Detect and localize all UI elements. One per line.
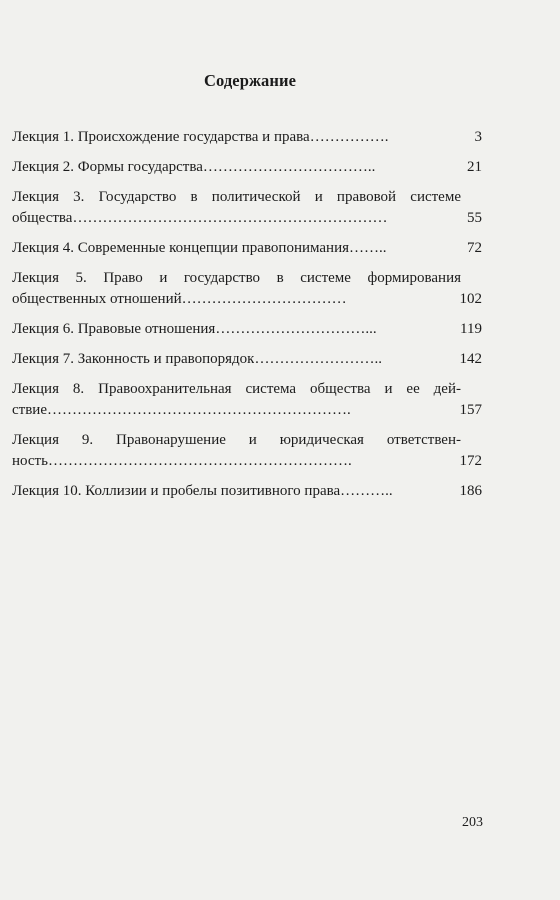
toc-entry-title: общественных отношений [12,291,182,307]
toc-entry-title: Лекция 1. Происхождение государства и права [12,129,310,145]
toc-leader-dots: …………………………… [181,291,347,307]
toc-entry-row [12,289,482,310]
toc-entry-title: Лекция 10. Коллизии и пробелы позитивного права [12,483,341,499]
toc-entry-1 [12,127,482,148]
toc-page-number: 119 [460,321,482,337]
toc-entry-title: Лекция 6. Правовые отношения [12,321,216,337]
toc-page-number: 21 [467,159,482,175]
toc-entry-2 [12,157,482,178]
toc-entry-6 [12,319,482,340]
toc-entry-4 [12,238,482,259]
toc-page-number: 186 [459,483,482,499]
toc-page-number: 55 [467,210,482,226]
toc-entry-3 [12,187,482,229]
toc-leader-dots: ……….. [340,483,393,499]
toc-leader-dots: ……………………………………………………. [47,453,352,469]
table-of-contents [12,127,482,511]
toc-entry-row [12,400,482,421]
toc-entry-title: Лекция 2. Формы государства [12,159,203,175]
toc-page-number: 157 [459,402,482,418]
toc-entry-title: Лекция 7. Законность и правопорядок [12,351,255,367]
toc-page-number: 172 [459,453,482,469]
toc-entry-title: ствие [12,402,47,418]
toc-entry-row [12,238,482,259]
toc-entry-row [12,451,482,472]
toc-entry-9 [12,430,482,472]
toc-entry-title: ность [12,453,48,469]
toc-leader-dots: ……………. [309,129,389,145]
toc-entry-7 [12,349,482,370]
toc-entry-row [12,157,482,178]
toc-entry-10 [12,481,482,502]
toc-entry-row [12,481,482,502]
toc-page-number: 3 [474,129,482,145]
toc-leader-dots: ……………………………………………………… [72,210,388,226]
toc-leader-dots: …….. [349,240,387,256]
toc-entry-title-line: Лекция 3. Государство в политической и правовой системе [12,189,461,205]
toc-entry-row [12,349,482,370]
toc-page-number: 102 [459,291,482,307]
toc-entry-title: общества [12,210,73,226]
toc-entry-8 [12,379,482,421]
toc-page-number: 142 [459,351,482,367]
toc-leader-dots: …………………….. [254,351,382,367]
toc-leader-dots: ……………………………………………………. [46,402,351,418]
toc-leader-dots: …………………………….. [202,159,376,175]
toc-entry-row [12,319,482,340]
toc-title: Содержание [203,71,297,90]
toc-entry-5 [12,268,482,310]
toc-entry-title-line: Лекция 5. Право и государство в системе формирования [12,270,461,286]
page-number: 203 [462,815,483,830]
toc-page-number: 72 [467,240,482,256]
toc-entry-title: Лекция 4. Современные концепции правопонимания [12,240,350,256]
toc-entry-title-line: Лекция 8. Правоохранительная система общества и ее дей- [12,381,461,397]
toc-entry-row [12,127,482,148]
toc-entry-row [12,208,482,229]
toc-entry-title-line: Лекция 9. Правонарушение и юридическая ответствен- [12,432,461,448]
toc-leader-dots: …………………………... [215,321,377,337]
